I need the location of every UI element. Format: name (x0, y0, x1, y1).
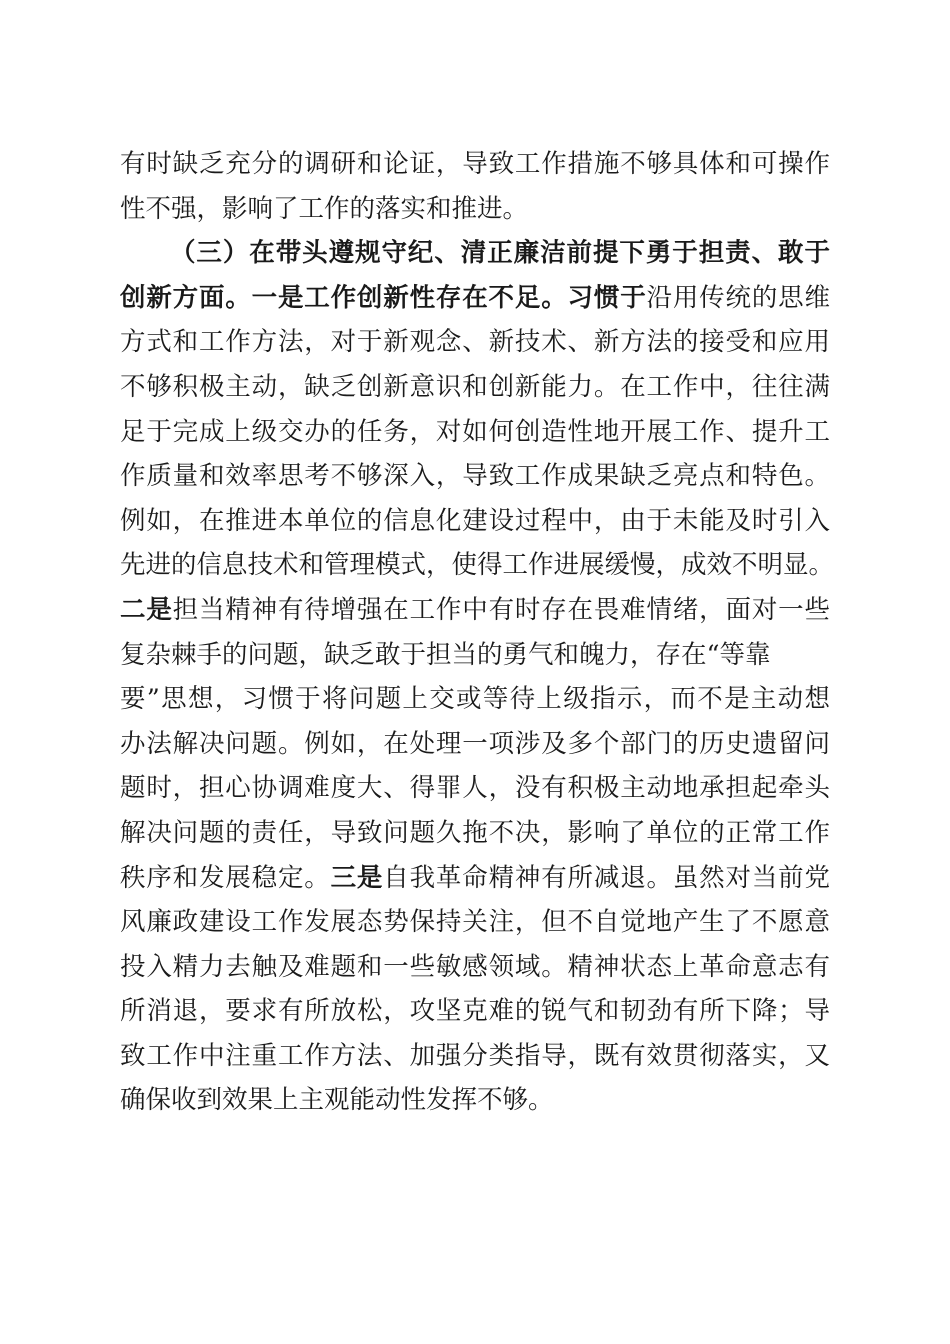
text-span: 秩序和发展稳定。 (120, 862, 331, 893)
text-span: 沿用传统的思维 (646, 282, 830, 313)
bold-text-span: 三是 (330, 862, 384, 893)
text-line (120, 633, 830, 678)
text-line (120, 276, 830, 321)
text-line (120, 543, 835, 588)
text-line (120, 1078, 830, 1123)
text-span: 投入精力去触及难题和一些敏感领域。精神状态上革命意志有 (120, 951, 830, 982)
text-line (120, 900, 830, 945)
text-line (120, 365, 830, 410)
text-span: 复杂棘手的问题，缺乏敢于担当的勇气和魄力，存在“等靠 (120, 639, 771, 670)
text-span: 作质量和效率思考不够深入，导致工作成果缺乏亮点和特色。 (120, 461, 830, 492)
text-span: 例如，在推进本单位的信息化建设过程中，由于未能及时引入 (120, 505, 830, 536)
text-line (120, 499, 830, 544)
text-line (120, 856, 830, 901)
text-span: 有时缺乏充分的调研和论证，导致工作措施不够具体和可操作 (120, 149, 830, 179)
text-span: 题时，担心协调难度大、得罪人，没有积极主动地承担起牵头 (120, 773, 830, 804)
text-span: 要”思想，习惯于将问题上交或等待上级指示，而不是主动想 (120, 684, 830, 715)
text-line (120, 677, 830, 722)
text-line (120, 766, 830, 811)
text-line (120, 1034, 830, 1079)
text-line (120, 320, 830, 365)
text-span: 先进的信息技术和管理模式，使得工作进展缓慢，成效不明显。 (120, 550, 835, 581)
text-span: 办法解决问题。例如，在处理一项涉及多个部门的历史遗留问 (120, 728, 830, 759)
text-line (120, 722, 830, 767)
bold-text-span: 创新方面。一是工作创新性存在不足。习惯于 (120, 282, 647, 313)
body-text (120, 142, 835, 1123)
text-span: 担当精神有待增强在工作中有时存在畏难情绪，面对一些 (172, 594, 830, 625)
text-line (120, 811, 830, 856)
text-span: 确保收到效果上主观能动性发挥不够。 (120, 1085, 554, 1116)
text-line (120, 454, 830, 499)
text-span: 方式和工作方法，对于新观念、新技术、新方法的接受和应用 (120, 327, 830, 358)
text-span: 足于完成上级交办的任务，对如何创造性地开展工作、提升工 (120, 416, 830, 447)
text-span: 所消退，要求有所放松，攻坚克难的锐气和韧劲有所下降；导 (120, 996, 830, 1027)
text-span: 解决问题的责任，导致问题久拖不决，影响了单位的正常工作 (120, 817, 830, 848)
text-line (120, 989, 830, 1034)
text-span: 性不强，影响了工作的落实和推进。 (120, 193, 529, 224)
text-line (120, 142, 830, 187)
text-line (120, 231, 830, 276)
text-span: 致工作中注重工作方法、加强分类指导，既有效贯彻落实，又 (120, 1040, 830, 1071)
text-span: 风廉政建设工作发展态势保持关注，但不自觉地产生了不愿意 (120, 907, 830, 938)
text-line (120, 945, 830, 990)
bold-text-span: （三）在带头遵规守纪、清正廉洁前提下勇于担责、敢于 (170, 238, 830, 269)
bold-text-span: 二是 (120, 594, 173, 625)
text-span: 自我革命精神有所减退。虽然对当前党 (383, 862, 830, 893)
text-line (120, 410, 830, 455)
text-span: 不够积极主动，缺乏创新意识和创新能力。在工作中，往往满 (120, 371, 830, 402)
text-line (120, 187, 830, 232)
text-line (120, 588, 830, 633)
